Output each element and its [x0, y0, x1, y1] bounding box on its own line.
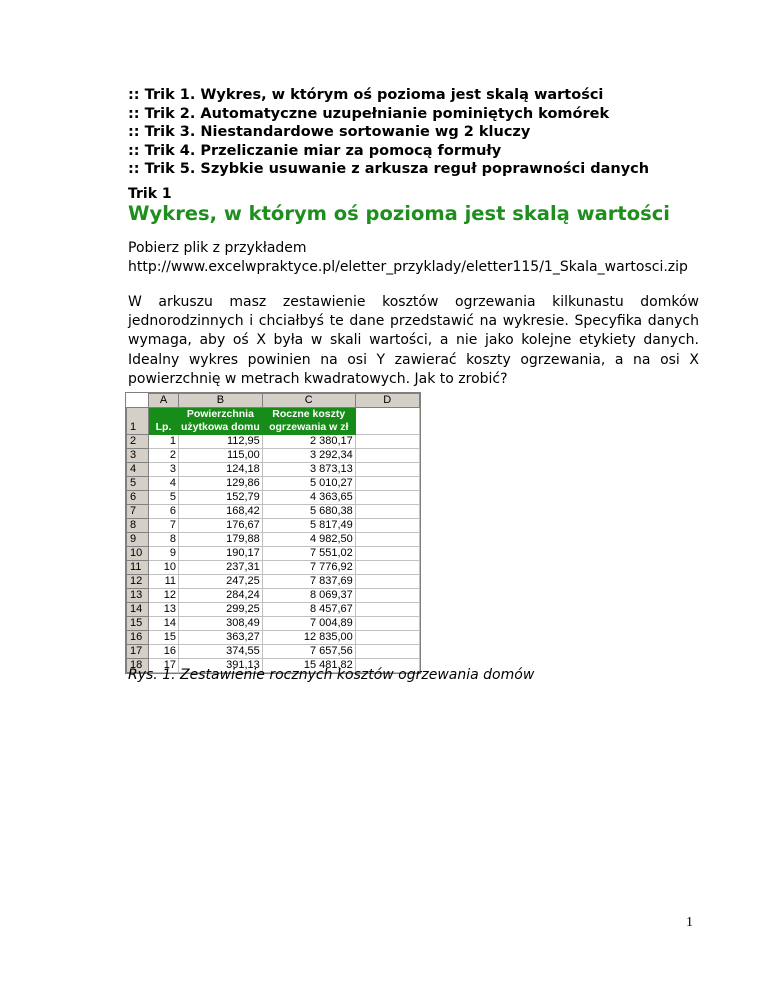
- empty-cell: [355, 644, 419, 658]
- cell-area: 363,27: [179, 630, 263, 644]
- table-row: [127, 476, 420, 490]
- cell-lp: 5: [149, 490, 179, 504]
- cell-lp: 9: [149, 546, 179, 560]
- cell-lp: 8: [149, 532, 179, 546]
- row-header: 11: [127, 560, 149, 574]
- toc-item[interactable]: :: Trik 3. Niestandardowe sortowanie wg 2 kluczy: [128, 124, 531, 141]
- table-row: [127, 532, 420, 546]
- row-header: 14: [127, 602, 149, 616]
- empty-cell: [355, 602, 419, 616]
- cell-area: 168,42: [179, 504, 263, 518]
- row-header: 16: [127, 630, 149, 644]
- empty-cell: [355, 616, 419, 630]
- spreadsheet-screenshot: [125, 392, 421, 674]
- empty-cell: [355, 476, 419, 490]
- row-header: 4: [127, 462, 149, 476]
- table-row: [127, 602, 420, 616]
- header-cost-line2: ogrzewania w zł: [269, 420, 349, 433]
- cell-lp: 6: [149, 504, 179, 518]
- row-header: 3: [127, 448, 149, 462]
- table-row: [127, 434, 420, 448]
- table-row: [127, 644, 420, 658]
- table-row: [127, 448, 420, 462]
- table-row: [127, 518, 420, 532]
- column-header: D: [355, 394, 419, 408]
- empty-cell: [355, 490, 419, 504]
- cell-lp: 1: [149, 434, 179, 448]
- empty-cell: [355, 448, 419, 462]
- header-cell-lp: Lp.: [149, 407, 179, 434]
- cell-cost: 2 380,17: [262, 434, 355, 448]
- cell-cost: 5 680,38: [262, 504, 355, 518]
- cell-area: 124,18: [179, 462, 263, 476]
- table-row: [127, 588, 420, 602]
- figure-caption: Rys. 1. Zestawienie rocznych kosztów ogrzewania domów: [128, 667, 535, 683]
- empty-cell: [355, 630, 419, 644]
- cell-cost: 12 835,00: [262, 630, 355, 644]
- cell-lp: 17: [149, 658, 179, 672]
- section-label: Trik 1: [128, 186, 172, 202]
- column-header: C: [262, 394, 355, 408]
- cell-area: 152,79: [179, 490, 263, 504]
- empty-cell: [355, 518, 419, 532]
- row-header: 5: [127, 476, 149, 490]
- header-cost-line1: Roczne koszty: [272, 407, 346, 420]
- cell-cost: 7 837,69: [262, 574, 355, 588]
- cell-lp: 3: [149, 462, 179, 476]
- cell-area: 308,49: [179, 616, 263, 630]
- row-header: 9: [127, 532, 149, 546]
- cell-cost: 8 069,37: [262, 588, 355, 602]
- empty-cell: [355, 546, 419, 560]
- cell-area: 115,00: [179, 448, 263, 462]
- header-cell-area: [179, 407, 263, 434]
- cell-area: 129,86: [179, 476, 263, 490]
- cell-cost: 3 292,34: [262, 448, 355, 462]
- header-area-line2: użytkowa domu: [181, 420, 260, 433]
- empty-cell: [355, 574, 419, 588]
- cell-cost: 15 481,82: [262, 658, 355, 672]
- toc-item[interactable]: :: Trik 2. Automatyczne uzupełnianie pominiętych komórek: [128, 105, 610, 122]
- cell-cost: 7 551,02: [262, 546, 355, 560]
- cell-area: 112,95: [179, 434, 263, 448]
- download-block: [128, 239, 688, 277]
- download-link[interactable]: http://www.excelwpraktyce.pl/eletter_przyklady/eletter115/1_Skala_wartosci.zip: [128, 259, 688, 275]
- empty-cell: [355, 407, 419, 434]
- cell-area: 247,25: [179, 574, 263, 588]
- cell-cost: 3 873,13: [262, 462, 355, 476]
- body-paragraph: W arkuszu masz zestawienie kosztów ogrzewania kilkunastu domków jednorodzinnych i chciałbyś te dane przedstawić na wykresie. Specyfika danych wymaga, aby oś X była w skali wartości, a nie jako kolejne etykiety danych. Idealny wykres powinien na osi Y zawierać koszty ogrzewania, a na osi X powierzchnię w metrach kwadratowych. Jak to zrobić?: [128, 294, 699, 387]
- page-number: 1: [686, 915, 693, 930]
- row-header: 18: [127, 658, 149, 672]
- table-row: [127, 616, 420, 630]
- cell-cost: 7 776,92: [262, 560, 355, 574]
- cell-area: 237,31: [179, 560, 263, 574]
- cell-area: 190,17: [179, 546, 263, 560]
- header-cell-cost: [262, 407, 355, 434]
- table-row: [127, 574, 420, 588]
- row-header: 12: [127, 574, 149, 588]
- row-header: 10: [127, 546, 149, 560]
- cell-area: 176,67: [179, 518, 263, 532]
- table-row: [127, 546, 420, 560]
- row-header: 8: [127, 518, 149, 532]
- toc-item[interactable]: :: Trik 5. Szybkie usuwanie z arkusza reguł poprawności danych: [128, 161, 650, 178]
- cell-cost: 7 004,89: [262, 616, 355, 630]
- empty-cell: [355, 462, 419, 476]
- row-header: 13: [127, 588, 149, 602]
- column-header: A: [149, 394, 179, 408]
- table-row: [127, 630, 420, 644]
- cell-lp: 7: [149, 518, 179, 532]
- section-title: Wykres, w którym oś pozioma jest skalą wartości: [128, 202, 670, 225]
- row-header: 1: [127, 407, 149, 434]
- toc-item[interactable]: :: Trik 4. Przeliczanie miar za pomocą formuły: [128, 142, 502, 159]
- table-row: [127, 462, 420, 476]
- cell-lp: 12: [149, 588, 179, 602]
- table-row: [127, 490, 420, 504]
- cell-lp: 2: [149, 448, 179, 462]
- header-area-line1: Powierzchnia: [186, 407, 254, 420]
- empty-cell: [355, 588, 419, 602]
- cell-cost: 8 457,67: [262, 602, 355, 616]
- row-header: 15: [127, 616, 149, 630]
- empty-cell: [355, 532, 419, 546]
- table-row: [127, 504, 420, 518]
- cell-lp: 13: [149, 602, 179, 616]
- row-header: 6: [127, 490, 149, 504]
- cell-cost: 5 010,27: [262, 476, 355, 490]
- empty-cell: [355, 504, 419, 518]
- cell-area: 299,25: [179, 602, 263, 616]
- row-header: 2: [127, 434, 149, 448]
- sheet-corner: [127, 394, 149, 408]
- row-header: 17: [127, 644, 149, 658]
- cell-area: 391,13: [179, 658, 263, 672]
- cell-area: 374,55: [179, 644, 263, 658]
- table-row: [127, 560, 420, 574]
- row-header: 7: [127, 504, 149, 518]
- cell-area: 179,88: [179, 532, 263, 546]
- cell-lp: 16: [149, 644, 179, 658]
- cell-lp: 15: [149, 630, 179, 644]
- empty-cell: [355, 434, 419, 448]
- cell-lp: 11: [149, 574, 179, 588]
- column-header: B: [179, 394, 263, 408]
- download-label: Pobierz plik z przykładem: [128, 240, 307, 256]
- cell-cost: 5 817,49: [262, 518, 355, 532]
- cell-cost: 7 657,56: [262, 644, 355, 658]
- empty-cell: [355, 560, 419, 574]
- table-of-contents: [128, 86, 649, 179]
- cell-cost: 4 363,65: [262, 490, 355, 504]
- cell-lp: 10: [149, 560, 179, 574]
- cell-cost: 4 982,50: [262, 532, 355, 546]
- toc-item[interactable]: :: Trik 1. Wykres, w którym oś pozioma jest skalą wartości: [128, 87, 604, 103]
- cell-lp: 14: [149, 616, 179, 630]
- cell-area: 284,24: [179, 588, 263, 602]
- cell-lp: 4: [149, 476, 179, 490]
